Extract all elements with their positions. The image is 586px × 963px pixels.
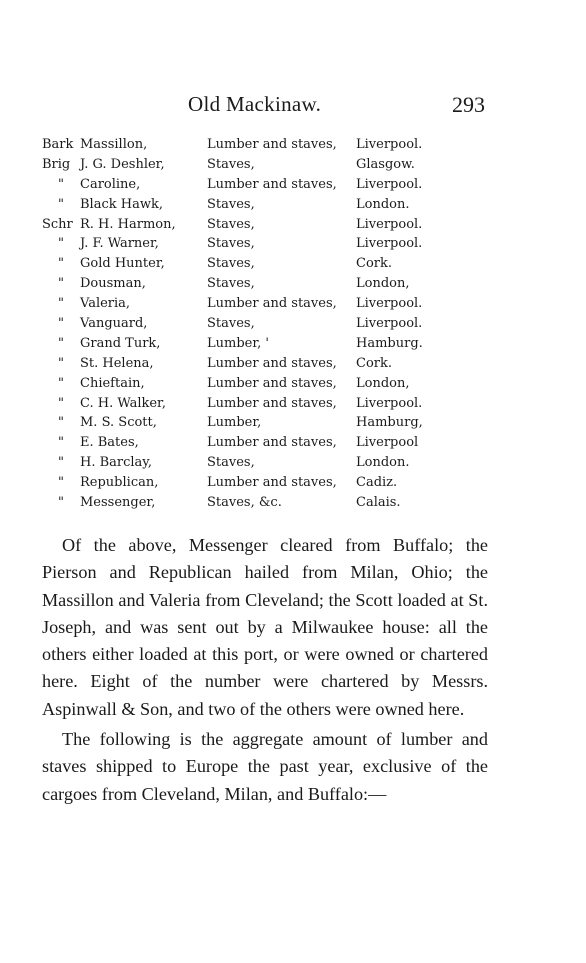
vessel-name: Caroline, [80, 176, 141, 192]
vessel-cargo: Lumber and staves, [207, 176, 337, 192]
vessel-row [0, 453, 586, 473]
paragraph: Of the above, Messenger cleared from Buffalo; the Pierson and Republican hailed from Milan, Ohio; the Massillon and Valeria from Cleveland; the Scott loaded at St. Joseph, and was sent out by a Milwaukee house: all the others either loaded at this port, or were owned or chartered here. Eight of the number were chartered by Messrs. Aspinwall & Son, and two of the others were owned here. [42, 535, 488, 719]
vessel-cargo: Staves, [207, 256, 255, 272]
vessel-destination: London. [356, 455, 410, 471]
vessel-name: Republican, [80, 475, 159, 491]
paragraph: The following is the aggregate amount of lumber and staves shipped to Europe the past year, exclusive of the cargoes from Cleveland, Milan, and Buffalo:— [42, 729, 488, 804]
vessel-name: St. Helena, [80, 355, 154, 371]
vessel-name: M. S. Scott, [80, 415, 157, 431]
vessel-row [0, 354, 586, 374]
vessel-destination: Glasgow. [356, 156, 415, 172]
vessel-name: C. H. Walker, [80, 395, 166, 411]
vessel-name: Black Hawk, [80, 196, 163, 212]
vessel-destination: Liverpool [356, 435, 419, 451]
vessel-name: Chieftain, [80, 375, 145, 391]
ditto-mark: " [58, 495, 64, 511]
ditto-mark: " [58, 335, 64, 351]
vessel-name: Messenger, [80, 495, 156, 511]
vessel-row [0, 334, 586, 354]
vessel-row [0, 413, 586, 433]
vessel-cargo: Staves, [207, 216, 255, 232]
vessel-destination: Liverpool. [356, 316, 423, 332]
ditto-mark: " [58, 236, 64, 252]
vessel-destination: London. [356, 196, 410, 212]
ditto-mark: " [58, 316, 64, 332]
vessel-table [0, 135, 586, 513]
vessel-cargo: Lumber, [207, 415, 262, 431]
vessel-type: Brig [42, 156, 71, 172]
vessel-destination: Cork. [356, 256, 392, 272]
page-header [0, 92, 586, 122]
vessel-destination: Liverpool. [356, 216, 423, 232]
vessel-name: E. Bates, [80, 435, 139, 451]
vessel-name: Dousman, [80, 276, 146, 292]
vessel-destination: Liverpool. [356, 395, 423, 411]
vessel-row [0, 155, 586, 175]
vessel-destination: Liverpool. [356, 236, 423, 252]
vessel-cargo: Staves, [207, 276, 255, 292]
vessel-name: R. H. Harmon, [80, 216, 176, 232]
vessel-row [0, 394, 586, 414]
vessel-destination: Calais. [356, 495, 401, 511]
ditto-mark: " [58, 355, 64, 371]
vessel-name: J. F. Warner, [80, 236, 159, 252]
vessel-cargo: Lumber and staves, [207, 137, 337, 152]
ditto-mark: " [58, 256, 64, 272]
vessel-destination: Liverpool. [356, 176, 423, 192]
vessel-cargo: Lumber and staves, [207, 355, 337, 371]
vessel-name: Valeria, [80, 296, 131, 312]
vessel-row [0, 175, 586, 195]
vessel-cargo: Staves, [207, 156, 255, 172]
vessel-name: H. Barclay, [80, 455, 153, 471]
vessel-cargo: Staves, [207, 196, 255, 212]
vessel-cargo: Staves, &c. [207, 495, 282, 511]
vessel-destination: London, [356, 276, 410, 292]
vessel-type: Bark [42, 137, 74, 152]
vessel-cargo: Staves, [207, 316, 255, 332]
ditto-mark: " [58, 455, 64, 471]
body-text [42, 532, 488, 811]
page-number: 293 [452, 92, 485, 117]
ditto-mark: " [58, 176, 64, 192]
vessel-destination: London, [356, 375, 410, 391]
vessel-name: J. G. Deshler, [80, 156, 165, 172]
vessel-cargo: Lumber and staves, [207, 475, 337, 491]
vessel-destination: Liverpool. [356, 137, 423, 152]
vessel-row [0, 374, 586, 394]
ditto-mark: " [58, 296, 64, 312]
vessel-row [0, 234, 586, 254]
vessel-destination: Hamburg, [356, 415, 423, 431]
vessel-name: Gold Hunter, [80, 256, 165, 272]
vessel-row [0, 314, 586, 334]
ditto-mark: " [58, 415, 64, 431]
vessel-cargo: Lumber, ' [207, 335, 269, 351]
vessel-row [0, 215, 586, 235]
vessel-destination: Cadiz. [356, 475, 398, 491]
vessel-row [0, 294, 586, 314]
vessel-cargo: Staves, [207, 455, 255, 471]
ditto-mark: " [58, 475, 64, 491]
vessel-row [0, 433, 586, 453]
vessel-destination: Hamburg. [356, 335, 423, 351]
vessel-cargo: Lumber and staves, [207, 296, 337, 312]
vessel-name: Vanguard, [80, 316, 148, 332]
ditto-mark: " [58, 435, 64, 451]
vessel-destination: Liverpool. [356, 296, 423, 312]
running-title: Old Mackinaw. [188, 92, 322, 116]
vessel-cargo: Lumber and staves, [207, 395, 337, 411]
ditto-mark: " [58, 276, 64, 292]
vessel-row [0, 254, 586, 274]
vessel-row [0, 135, 586, 155]
ditto-mark: " [58, 196, 64, 212]
ditto-mark: " [58, 375, 64, 391]
vessel-cargo: Lumber and staves, [207, 435, 337, 451]
vessel-destination: Cork. [356, 355, 392, 371]
vessel-row [0, 195, 586, 215]
vessel-cargo: Staves, [207, 236, 255, 252]
vessel-cargo: Lumber and staves, [207, 375, 337, 391]
vessel-name: Grand Turk, [80, 335, 161, 351]
vessel-row [0, 274, 586, 294]
ditto-mark: " [58, 395, 64, 411]
vessel-type: Schr [42, 216, 73, 232]
vessel-row [0, 493, 586, 513]
vessel-name: Massillon, [80, 137, 148, 152]
vessel-row [0, 473, 586, 493]
